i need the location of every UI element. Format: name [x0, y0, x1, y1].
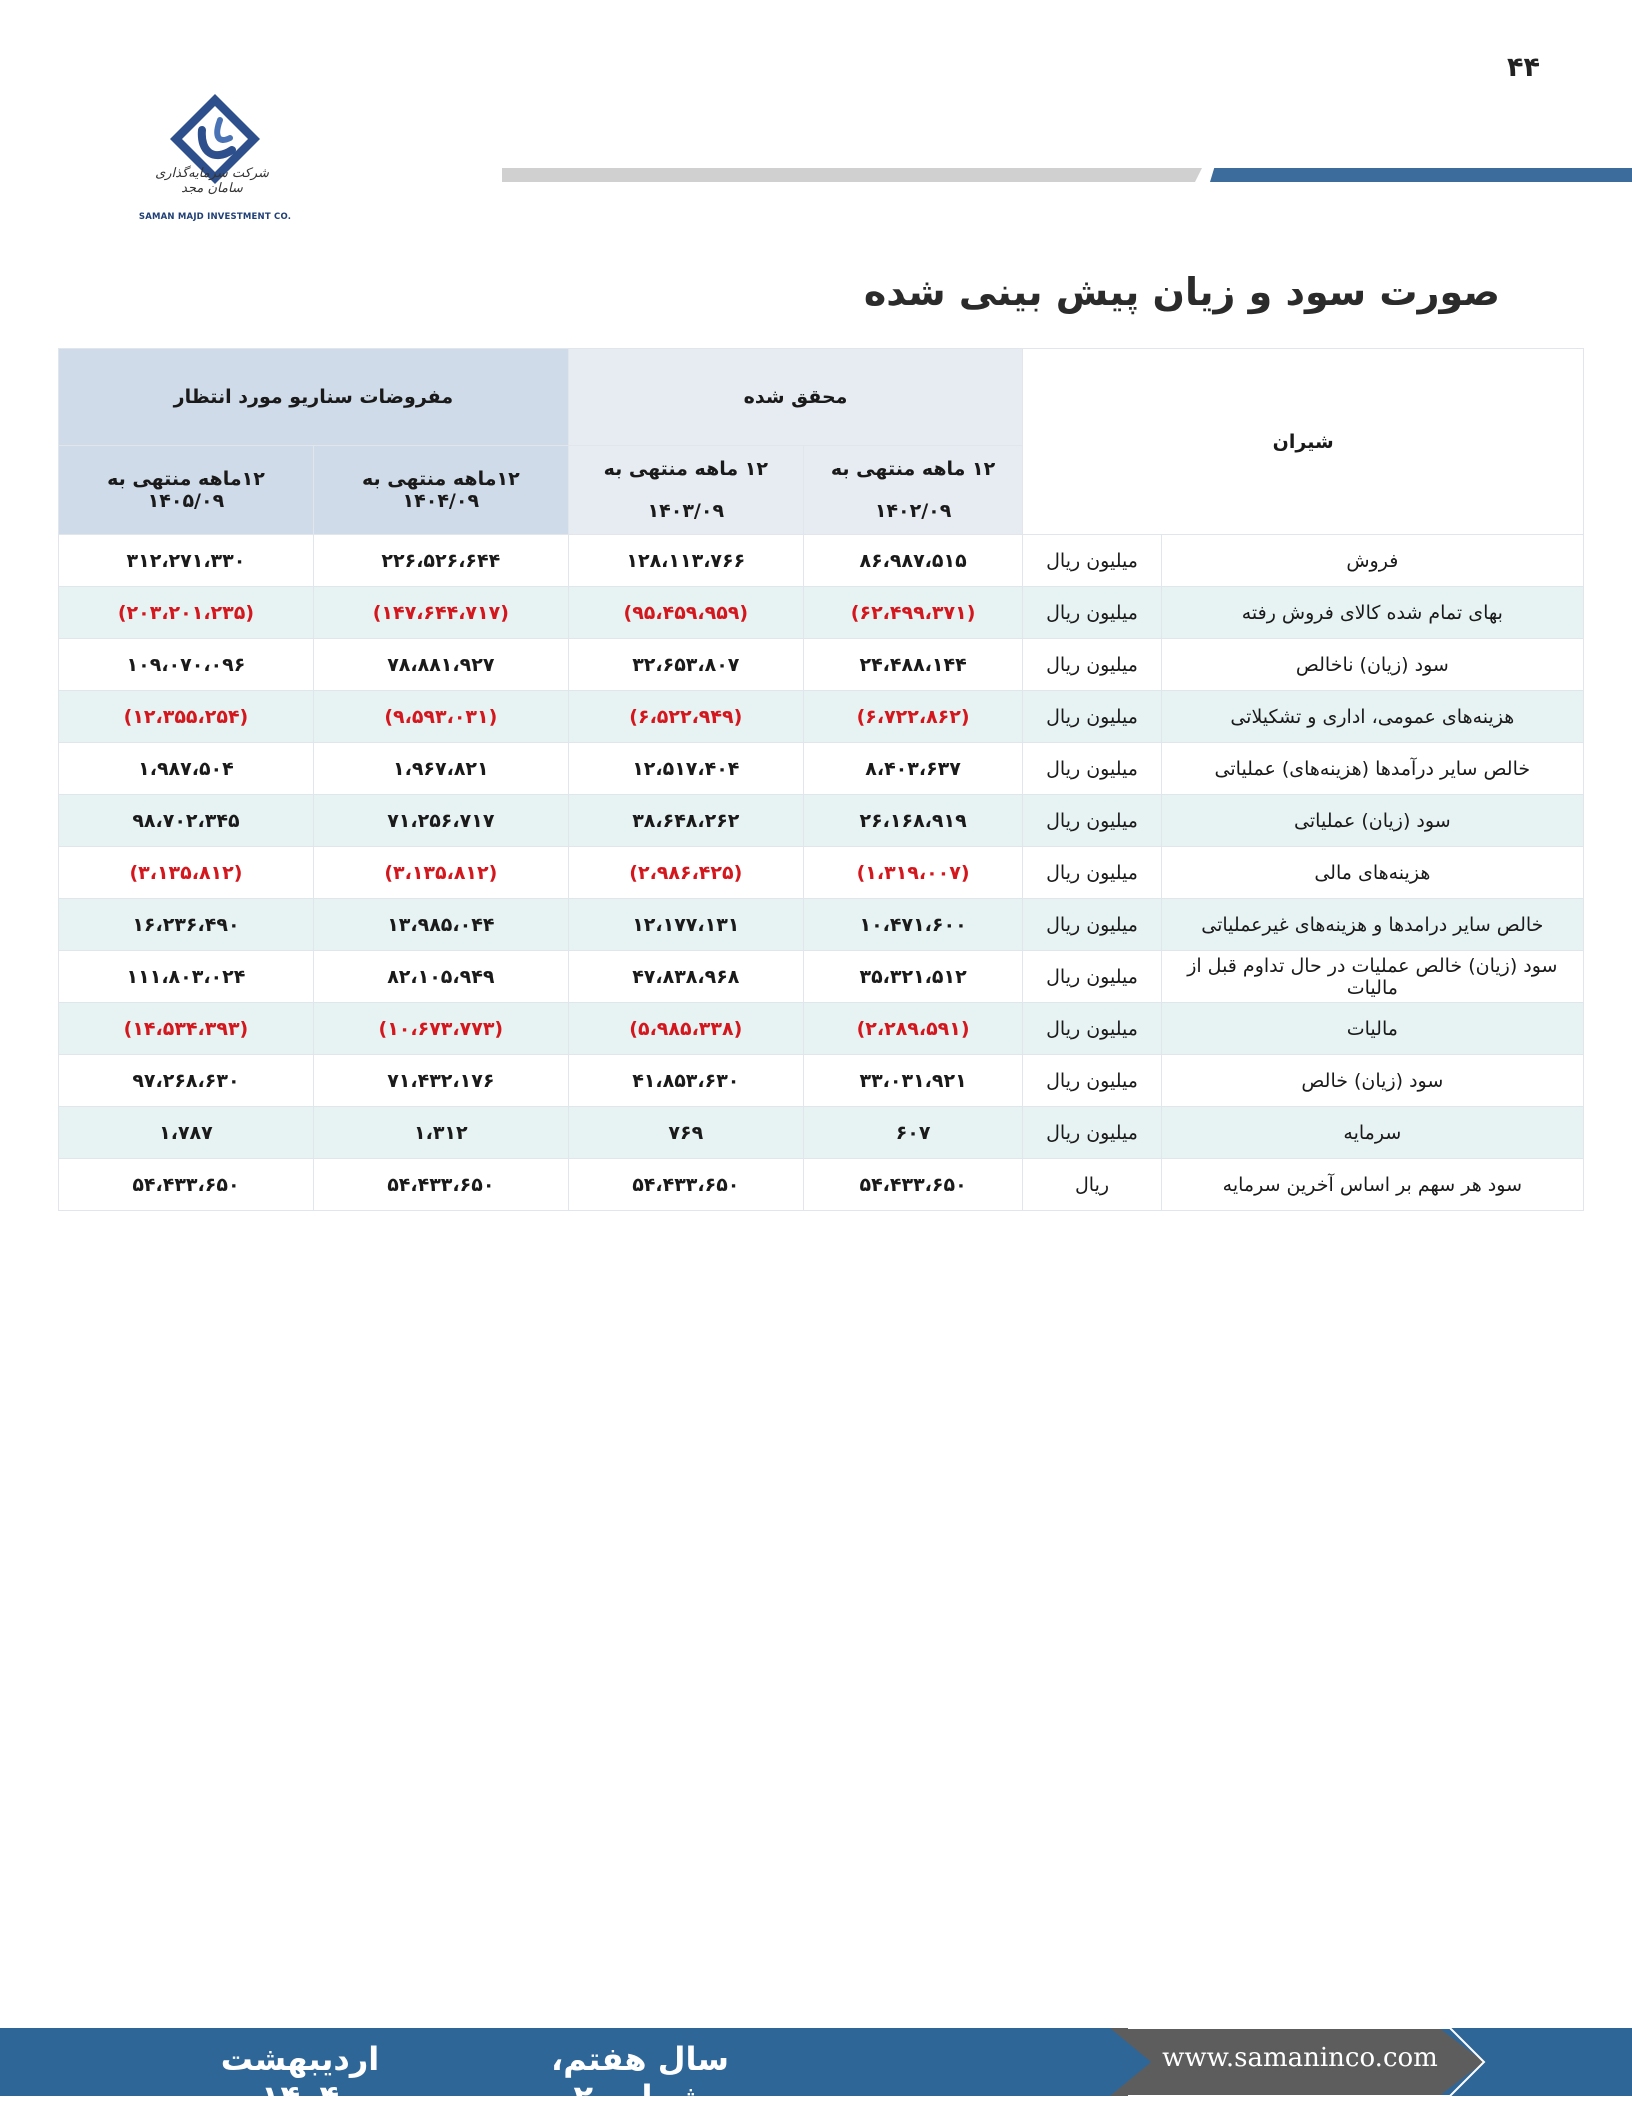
page-number: ۴۴ — [1507, 52, 1540, 83]
row-unit: میلیون ریال — [1023, 795, 1161, 847]
table-row — [59, 1107, 1584, 1159]
value-cell: ۱۲،۱۷۷،۱۳۱ — [568, 899, 803, 951]
footer-date-label: اردیبهشت ۱۴۰۴ — [220, 2040, 380, 2116]
value-cell: ۱۲۸،۱۱۳،۷۶۶ — [568, 535, 803, 587]
value-cell: ۸۶،۹۸۷،۵۱۵ — [803, 535, 1022, 587]
value-cell: (۳،۱۳۵،۸۱۲) — [59, 847, 314, 899]
row-label: هزینه‌های مالی — [1161, 847, 1583, 899]
value-cell: ۳۳،۰۳۱،۹۲۱ — [803, 1055, 1022, 1107]
column-header-1403-line2: ۱۴۰۳/۰۹ — [647, 500, 725, 522]
value-cell: ۷۸،۸۸۱،۹۲۷ — [313, 639, 568, 691]
value-cell: (۱،۳۱۹،۰۰۷) — [803, 847, 1022, 899]
row-unit: ریال — [1023, 1159, 1161, 1211]
value-cell: ۹۸،۷۰۲،۳۴۵ — [59, 795, 314, 847]
value-cell: ۲۲۶،۵۲۶،۶۴۴ — [313, 535, 568, 587]
value-cell: (۹،۵۹۳،۰۳۱) — [313, 691, 568, 743]
value-cell: ۵۴،۴۳۳،۶۵۰ — [568, 1159, 803, 1211]
value-cell: ۱۱۱،۸۰۳،۰۲۴ — [59, 951, 314, 1003]
value-cell: ۷۶۹ — [568, 1107, 803, 1159]
table-row — [59, 1003, 1584, 1055]
value-cell: ۱۲،۵۱۷،۴۰۴ — [568, 743, 803, 795]
row-label: سود (زیان) خالص عملیات در حال تداوم قبل از مالیات — [1161, 951, 1583, 1003]
row-unit: میلیون ریال — [1023, 899, 1161, 951]
column-header-1405: ۱۲ماهه منتهی به ۱۴۰۵/۰۹ — [59, 446, 314, 535]
value-cell: ۹۷،۲۶۸،۶۳۰ — [59, 1055, 314, 1107]
value-cell: ۸۲،۱۰۵،۹۴۹ — [313, 951, 568, 1003]
actual-group-header: محقق شده — [568, 349, 1023, 446]
column-header-1404: ۱۲ماهه منتهی به ۱۴۰۴/۰۹ — [313, 446, 568, 535]
row-label: مالیات — [1161, 1003, 1583, 1055]
row-unit: میلیون ریال — [1023, 1107, 1161, 1159]
value-cell: (۱۰،۶۷۳،۷۷۳) — [313, 1003, 568, 1055]
value-cell: ۲۶،۱۶۸،۹۱۹ — [803, 795, 1022, 847]
table-row — [59, 795, 1584, 847]
footer-issue-label: سال هفتم، شماره ۲ — [551, 2040, 729, 2116]
value-cell: (۳،۱۳۵،۸۱۲) — [313, 847, 568, 899]
table-row — [59, 1159, 1584, 1211]
table-row — [59, 639, 1584, 691]
column-header-1403-line1: ۱۲ ماهه منتهی به — [603, 458, 768, 480]
table-row — [59, 691, 1584, 743]
row-label: سود هر سهم بر اساس آخرین سرمایه — [1161, 1159, 1583, 1211]
value-cell: ۴۷،۸۳۸،۹۶۸ — [568, 951, 803, 1003]
table-row — [59, 847, 1584, 899]
row-unit: میلیون ریال — [1023, 743, 1161, 795]
value-cell: (۶،۷۲۲،۸۶۲) — [803, 691, 1022, 743]
value-cell: (۲،۹۸۶،۴۲۵) — [568, 847, 803, 899]
table-row — [59, 587, 1584, 639]
table-row — [59, 535, 1584, 587]
row-unit: میلیون ریال — [1023, 691, 1161, 743]
company-name-header: شیران — [1023, 349, 1584, 535]
value-cell: (۲۰۳،۲۰۱،۲۳۵) — [59, 587, 314, 639]
value-cell: ۶۰۷ — [803, 1107, 1022, 1159]
value-cell: (۵،۹۸۵،۳۳۸) — [568, 1003, 803, 1055]
value-cell: ۱،۹۸۷،۵۰۴ — [59, 743, 314, 795]
column-header-1402-line2: ۱۴۰۲/۰۹ — [874, 500, 952, 522]
row-unit: میلیون ریال — [1023, 951, 1161, 1003]
row-label: خالص سایر درآمدها (هزینه‌های) عملیاتی — [1161, 743, 1583, 795]
row-unit: میلیون ریال — [1023, 639, 1161, 691]
value-cell: ۳۸،۶۴۸،۲۶۲ — [568, 795, 803, 847]
row-label: سود (زیان) عملیاتی — [1161, 795, 1583, 847]
table-row — [59, 743, 1584, 795]
row-label: خالص سایر درامدها و هزینه‌های غیرعملیاتی — [1161, 899, 1583, 951]
value-cell: ۳۵،۳۲۱،۵۱۲ — [803, 951, 1022, 1003]
value-cell: ۷۱،۴۳۲،۱۷۶ — [313, 1055, 568, 1107]
value-cell: ۴۱،۸۵۳،۶۳۰ — [568, 1055, 803, 1107]
logo-script-text: شرکت سرمایه‌گذاری سامان مجد — [155, 166, 269, 196]
row-label: هزینه‌های عمومی، اداری و تشکیلاتی — [1161, 691, 1583, 743]
forecast-group-header: مفروضات سناریو مورد انتظار — [59, 349, 569, 446]
value-cell: ۱۰۹،۰۷۰،۰۹۶ — [59, 639, 314, 691]
row-unit: میلیون ریال — [1023, 1003, 1161, 1055]
value-cell: ۳۲،۶۵۳،۸۰۷ — [568, 639, 803, 691]
value-cell: (۶،۵۲۲،۹۴۹) — [568, 691, 803, 743]
value-cell: (۲،۲۸۹،۵۹۱) — [803, 1003, 1022, 1055]
section-title: صورت سود و زیان پیش بینی شده — [863, 270, 1500, 314]
value-cell: (۱۴۷،۶۴۴،۷۱۷) — [313, 587, 568, 639]
row-label: بهای تمام شده کالای فروش رفته — [1161, 587, 1583, 639]
row-label: سود (زیان) ناخالص — [1161, 639, 1583, 691]
value-cell: ۵۴،۴۳۳،۶۵۰ — [803, 1159, 1022, 1211]
column-header-1402 — [803, 446, 1022, 535]
value-cell: ۲۴،۴۸۸،۱۴۴ — [803, 639, 1022, 691]
row-label: فروش — [1161, 535, 1583, 587]
row-label: سود (زیان) خالص — [1161, 1055, 1583, 1107]
value-cell: ۵۴،۴۳۳،۶۵۰ — [59, 1159, 314, 1211]
value-cell: ۷۱،۲۵۶،۷۱۷ — [313, 795, 568, 847]
header-divider-blue — [1210, 168, 1632, 182]
value-cell: ۱۳،۹۸۵،۰۴۴ — [313, 899, 568, 951]
company-logo — [140, 92, 290, 228]
column-header-1402-line1: ۱۲ ماهه منتهی به — [830, 458, 996, 480]
row-label: سرمایه — [1161, 1107, 1583, 1159]
table-row — [59, 951, 1584, 1003]
value-cell: ۱،۷۸۷ — [59, 1107, 314, 1159]
value-cell: (۶۲،۴۹۹،۳۷۱) — [803, 587, 1022, 639]
value-cell: ۵۴،۴۳۳،۶۵۰ — [313, 1159, 568, 1211]
value-cell: ۳۱۲،۲۷۱،۳۳۰ — [59, 535, 314, 587]
logo-caption: SAMAN MAJD INVESTMENT CO. — [138, 212, 292, 222]
value-cell: ۱،۹۶۷،۸۲۱ — [313, 743, 568, 795]
row-unit: میلیون ریال — [1023, 847, 1161, 899]
profit-loss-table — [58, 348, 1584, 1211]
header-divider-gray — [502, 168, 1202, 182]
value-cell: ۱۶،۲۳۶،۴۹۰ — [59, 899, 314, 951]
value-cell: (۹۵،۴۵۹،۹۵۹) — [568, 587, 803, 639]
value-cell: ۱۰،۴۷۱،۶۰۰ — [803, 899, 1022, 951]
row-unit: میلیون ریال — [1023, 535, 1161, 587]
table-row — [59, 899, 1584, 951]
value-cell: ۱،۳۱۲ — [313, 1107, 568, 1159]
value-cell: ۸،۴۰۳،۶۳۷ — [803, 743, 1022, 795]
table-body — [59, 535, 1584, 1211]
row-unit: میلیون ریال — [1023, 1055, 1161, 1107]
value-cell: (۱۴،۵۳۴،۳۹۳) — [59, 1003, 314, 1055]
footer-website-link[interactable]: www.samaninco.com — [1162, 2043, 1438, 2073]
column-header-1403 — [568, 446, 803, 535]
table-row — [59, 1055, 1584, 1107]
row-unit: میلیون ریال — [1023, 587, 1161, 639]
value-cell: (۱۲،۳۵۵،۲۵۴) — [59, 691, 314, 743]
